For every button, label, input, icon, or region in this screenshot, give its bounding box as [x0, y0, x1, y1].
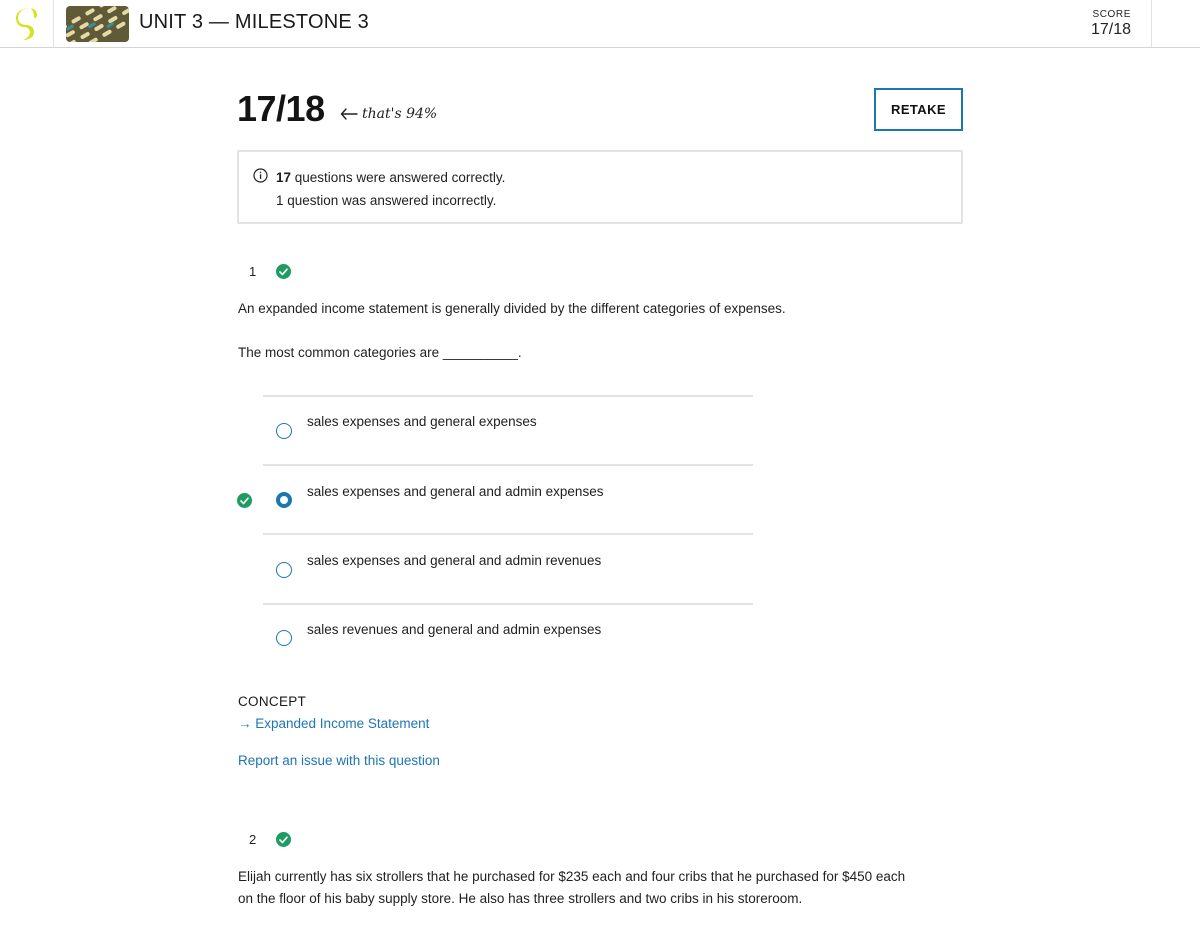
report-issue-link[interactable]: Report an issue with this question [238, 753, 440, 768]
concept-label: CONCEPT [238, 694, 307, 709]
answer-radio[interactable] [276, 630, 292, 646]
answer-option-selected[interactable]: sales expenses and general and admin expenses [307, 484, 604, 499]
unit-title: UNIT 3 — MILESTONE 3 [139, 11, 369, 33]
sophia-logo-icon [15, 7, 39, 41]
final-score: 17/18 [237, 88, 325, 129]
answer-radio[interactable] [276, 423, 292, 439]
question-number: 1 [249, 264, 257, 279]
retake-button[interactable]: RETAKE [874, 88, 963, 131]
correct-check-icon [276, 264, 291, 279]
incorrect-text: question was answered incorrectly. [283, 193, 497, 208]
question-prompt-blank: The most common categories are __________. [238, 345, 522, 360]
correct-count: 17 [276, 170, 292, 185]
answer-option[interactable]: sales expenses and general expenses [307, 414, 537, 429]
question-prompt: An expanded income statement is generally divided by the different categories of expenses. [238, 301, 786, 316]
incorrect-count: 1 [276, 193, 284, 208]
question-number: 2 [249, 832, 257, 847]
concept-link[interactable]: → Expanded Income Statement [238, 716, 430, 731]
answer-radio[interactable] [276, 562, 292, 578]
results-info-panel [237, 150, 963, 224]
score-percent-note [340, 106, 437, 122]
top-bar [0, 0, 1200, 48]
answer-divider [263, 533, 753, 535]
answer-option[interactable]: sales revenues and general and admin expenses [307, 622, 602, 637]
correct-summary [276, 170, 505, 185]
answer-divider [263, 395, 753, 397]
percent-text: that's 94% [362, 106, 438, 122]
arrow-left-icon [340, 108, 358, 120]
score-value: 17/18 [1090, 21, 1131, 38]
answer-divider [263, 603, 753, 605]
answer-option[interactable]: sales expenses and general and admin revenues [307, 553, 602, 568]
incorrect-summary [276, 193, 496, 208]
course-thumbnail [66, 6, 129, 42]
header-score [1066, 0, 1152, 47]
home-logo-link[interactable] [0, 0, 54, 47]
answer-divider [263, 464, 753, 466]
info-icon [253, 168, 268, 183]
correct-answer-check-icon [237, 493, 252, 508]
correct-text: questions were answered correctly. [291, 170, 506, 185]
score-label: SCORE [1092, 9, 1131, 20]
question-prompt-cont: on the floor of his baby supply store. He also has three strollers and two cribs in his storeroom. [238, 891, 803, 906]
answer-radio-selected[interactable] [276, 492, 292, 508]
correct-check-icon [276, 832, 291, 847]
question-prompt: Elijah currently has six strollers that he purchased for $235 each and four cribs that he purchased for $450 each [238, 869, 906, 884]
